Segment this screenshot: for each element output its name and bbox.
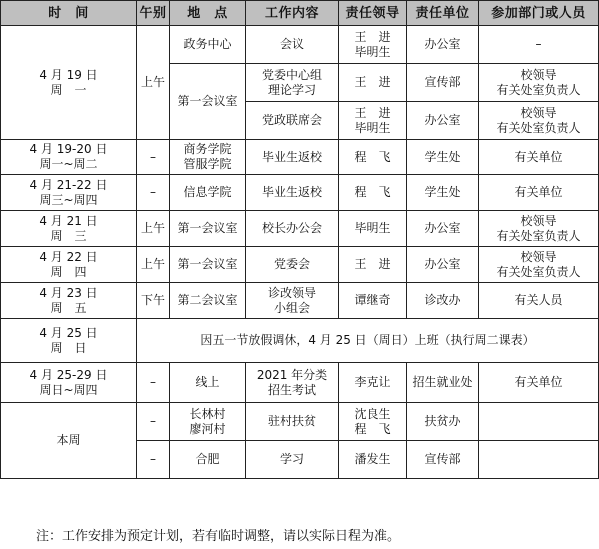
participants-line: 有关处室负责人: [496, 120, 581, 135]
time-cell: [1, 247, 137, 283]
participants-line: 有关处室负责人: [496, 264, 581, 279]
participants-cell: [479, 102, 599, 140]
footnote: 注：工作安排为预定计划，若有临时调整，请以实际日程为准。: [36, 529, 401, 544]
time-cell: [1, 175, 137, 211]
header-ampm: 午别: [137, 1, 170, 26]
place-line: 管服学院: [183, 157, 232, 171]
participants-cell: [479, 64, 599, 102]
leader-name: 王 进: [354, 29, 391, 44]
place-cell: 第一会议室: [170, 247, 246, 283]
unit-cell: 宣传部: [407, 441, 479, 479]
header-leader: 责任领导: [339, 1, 407, 26]
time-cell: [1, 211, 137, 247]
ampm-cell: –: [137, 403, 170, 441]
time-date: 4 月 19-20 日: [29, 142, 108, 156]
time-weekday: 周 一: [50, 82, 87, 97]
time-date: 4 月 22 日: [39, 249, 98, 264]
ampm-cell: 上午: [137, 26, 170, 140]
content-cell: 校长办公会: [246, 211, 339, 247]
participants-cell: 有关单位: [479, 175, 599, 211]
participants-cell: 有关单位: [479, 140, 599, 175]
participants-cell: [479, 211, 599, 247]
participants-cell: –: [479, 26, 599, 64]
time-cell: [1, 319, 137, 363]
unit-cell: 扶贫办: [407, 403, 479, 441]
place-cell: [170, 140, 246, 175]
ampm-cell: –: [137, 363, 170, 403]
content-cell: 毕业生返校: [246, 175, 339, 211]
unit-cell: 学生处: [407, 175, 479, 211]
content-cell: 党委会: [246, 247, 339, 283]
leader-cell: 王 进: [339, 64, 407, 102]
leader-cell: 毕明生: [339, 211, 407, 247]
ampm-cell: –: [137, 175, 170, 211]
content-line: 理论学习: [267, 82, 316, 97]
leader-cell: 程 飞: [339, 175, 407, 211]
table-header-row: [1, 1, 599, 26]
table-row: [1, 363, 599, 403]
unit-cell: 宣传部: [407, 64, 479, 102]
unit-cell: 诊改办: [407, 283, 479, 319]
place-line: 长林村: [189, 406, 226, 421]
merged-notice-cell: 因五一节放假调休，4 月 25 日（周日）上班（执行周二课表）: [137, 319, 599, 363]
content-cell: 毕业生返校: [246, 140, 339, 175]
table-row: [1, 175, 599, 211]
time-weekday: 周 四: [50, 264, 87, 279]
participants-line: 有关处室负责人: [496, 82, 581, 97]
place-cell: 信息学院: [170, 175, 246, 211]
content-cell: 会议: [246, 26, 339, 64]
time-cell: [1, 140, 137, 175]
participants-line: 校领导: [520, 213, 557, 228]
unit-cell: 学生处: [407, 140, 479, 175]
content-cell: 党政联席会: [246, 102, 339, 140]
time-cell: [1, 26, 137, 140]
participants-cell: 有关人员: [479, 283, 599, 319]
table-row: [1, 211, 599, 247]
unit-cell: 办公室: [407, 102, 479, 140]
content-cell: [246, 363, 339, 403]
participants-cell: [479, 441, 599, 479]
table-row: [1, 140, 599, 175]
time-weekday: 周 三: [50, 228, 87, 243]
participants-cell: [479, 247, 599, 283]
header-participants: 参加部门或人员: [479, 1, 599, 26]
content-line: 诊改领导: [267, 285, 316, 300]
content-line: 党委中心组: [261, 67, 322, 82]
place-cell: 政务中心: [170, 26, 246, 64]
table-row: [1, 319, 599, 363]
ampm-cell: 上午: [137, 211, 170, 247]
header-unit: 责任单位: [407, 1, 479, 26]
ampm-cell: 下午: [137, 283, 170, 319]
participants-line: 校领导: [520, 67, 557, 82]
leader-cell: [339, 403, 407, 441]
table-row: [1, 26, 599, 64]
time-date: 4 月 23 日: [39, 285, 98, 300]
time-weekday: 周三~周四: [39, 192, 98, 207]
leader-cell: 程 飞: [339, 140, 407, 175]
participants-cell: [479, 403, 599, 441]
participants-line: 校领导: [520, 249, 557, 264]
place-cell: 第一会议室: [170, 64, 246, 140]
time-cell: [1, 363, 137, 403]
leader-name: 王 进: [354, 105, 391, 120]
time-date: 4 月 19 日: [39, 67, 98, 82]
time-date: 4 月 21-22 日: [29, 177, 108, 192]
leader-name: 程 飞: [354, 421, 391, 436]
leader-name: 沈良生: [354, 406, 391, 421]
leader-name: 毕明生: [354, 44, 391, 59]
leader-cell: 李克让: [339, 363, 407, 403]
time-weekday: 周 五: [50, 300, 87, 315]
time-date: 4 月 25-29 日: [29, 367, 108, 382]
leader-name: 毕明生: [354, 120, 391, 135]
ampm-cell: –: [137, 140, 170, 175]
place-cell: 合肥: [170, 441, 246, 479]
time-weekday: 周一~周二: [39, 157, 98, 171]
leader-cell: 谭继奇: [339, 283, 407, 319]
content-line: 招生考试: [267, 382, 316, 397]
leader-cell: [339, 102, 407, 140]
participants-cell: 有关单位: [479, 363, 599, 403]
table-row: [1, 403, 599, 441]
unit-cell: 办公室: [407, 247, 479, 283]
leader-cell: 潘发生: [339, 441, 407, 479]
header-place: 地 点: [170, 1, 246, 26]
time-cell: [1, 283, 137, 319]
place-line: 商务学院: [183, 142, 232, 156]
place-cell: [170, 403, 246, 441]
place-cell: 第一会议室: [170, 211, 246, 247]
content-cell: [246, 64, 339, 102]
leader-cell: 王 进: [339, 247, 407, 283]
ampm-cell: 上午: [137, 247, 170, 283]
header-time: 时 间: [1, 1, 137, 26]
content-cell: 驻村扶贫: [246, 403, 339, 441]
content-cell: [246, 283, 339, 319]
time-cell: 本周: [1, 403, 137, 479]
place-line: 廖河村: [189, 421, 226, 436]
header-content: 工作内容: [246, 1, 339, 26]
time-weekday: 周 日: [50, 340, 87, 355]
participants-line: 校领导: [520, 105, 557, 120]
unit-cell: 招生就业处: [407, 363, 479, 403]
place-cell: 第二会议室: [170, 283, 246, 319]
place-cell: 线上: [170, 363, 246, 403]
table-row: [1, 283, 599, 319]
content-cell: 学习: [246, 441, 339, 479]
leader-cell: [339, 26, 407, 64]
unit-cell: 办公室: [407, 26, 479, 64]
table-row: [1, 247, 599, 283]
unit-cell: 办公室: [407, 211, 479, 247]
content-line: 小组会: [273, 300, 310, 315]
time-date: 4 月 21 日: [39, 213, 98, 228]
participants-line: 有关处室负责人: [496, 228, 581, 243]
time-weekday: 周日~周四: [39, 382, 98, 397]
content-line: 2021 年分类: [256, 367, 328, 382]
ampm-cell: –: [137, 441, 170, 479]
time-date: 4 月 25 日: [39, 325, 98, 340]
